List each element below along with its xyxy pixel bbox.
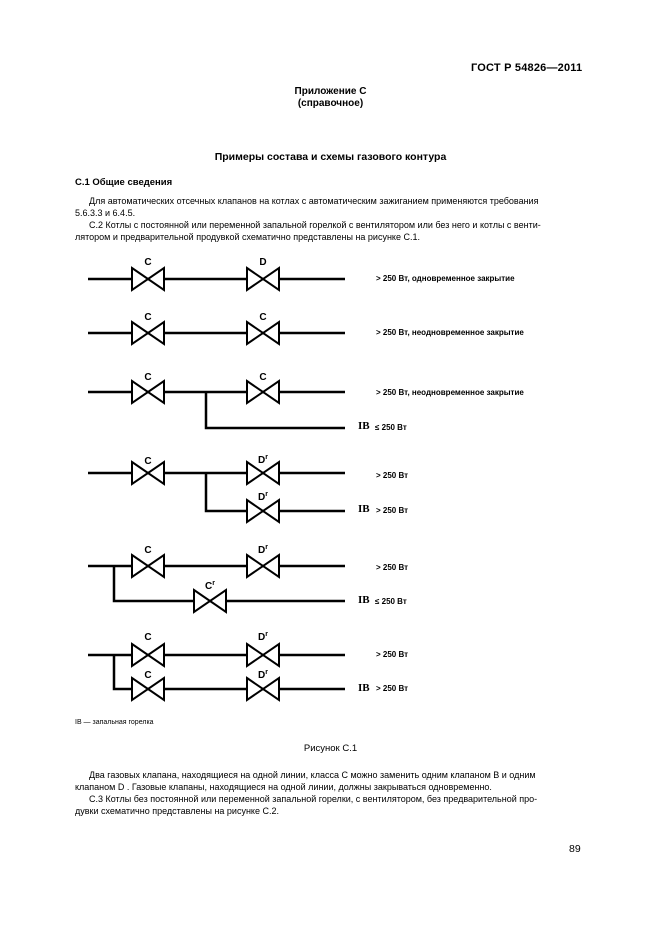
valve-icon bbox=[132, 268, 164, 290]
valve-label: $D^r$ bbox=[258, 491, 268, 503]
paragraph-line: С.3 Котлы без постоянной или переменной запальной горелки, с вентилятором, без предварительной про- bbox=[89, 794, 538, 804]
appendix-note: (справочное) bbox=[297, 98, 364, 109]
power-description: > 250 Вт bbox=[376, 506, 409, 515]
ib-label: IB bbox=[358, 682, 370, 694]
valve-label: С bbox=[144, 670, 152, 681]
valve-icon bbox=[247, 322, 279, 344]
valve-icon bbox=[247, 555, 279, 577]
valve-label: С bbox=[259, 372, 267, 383]
document-number: ГОСТ Р 54826—2011 bbox=[471, 62, 583, 74]
valve-icon bbox=[132, 644, 164, 666]
valve-icon bbox=[132, 678, 164, 700]
valve-icon bbox=[132, 381, 164, 403]
appendix-title: Приложение С bbox=[294, 86, 367, 97]
paragraph-line: С.2 Котлы с постоянной или переменной запальной горелкой с вентилятором или без него и котлы с венти- bbox=[89, 220, 541, 230]
power-description: > 250 Вт bbox=[376, 650, 409, 659]
valve-icon bbox=[247, 381, 279, 403]
valve-icon bbox=[247, 268, 279, 290]
paragraph-c1 bbox=[75, 195, 584, 219]
ib-label: IB bbox=[358, 420, 370, 432]
valve-icon bbox=[132, 322, 164, 344]
paragraph-line: дувки схематично представлены на рисунке С.2. bbox=[75, 806, 279, 816]
subsection-title: С.1 Общие сведения bbox=[75, 177, 173, 188]
paragraph-c2-note bbox=[75, 769, 584, 793]
paragraph-line: лятором и предварительной продувкой схематично представлены на рисунке С.1. bbox=[75, 232, 420, 242]
appendix-heading bbox=[0, 86, 661, 110]
valve-label: С bbox=[144, 312, 152, 323]
valve-label: С bbox=[259, 312, 267, 323]
section-title: Примеры состава и схемы газового контура bbox=[214, 151, 447, 163]
power-description: > 250 Вт, неодновременное закрытие bbox=[376, 328, 524, 337]
paragraph-line: Два газовых клапана, находящиеся на одной линии, класса С можно заменить одним клапаном В и одним bbox=[89, 770, 536, 780]
paragraph-line: клапаном D . Газовые клапаны, находящиеся на одной линии, должны закрываться одновременно. bbox=[75, 782, 492, 792]
ib-label: IB bbox=[358, 503, 370, 515]
valve-label: С bbox=[144, 372, 152, 383]
figure-caption: Рисунок С.1 bbox=[303, 743, 358, 754]
power-description: ≤ 250 Вт bbox=[375, 597, 407, 606]
power-description: ≤ 250 Вт bbox=[375, 423, 407, 432]
ib-label: IB bbox=[358, 594, 370, 606]
power-description: > 250 Вт bbox=[376, 471, 409, 480]
pipe-branch bbox=[114, 566, 345, 601]
page-number: 89 bbox=[569, 843, 581, 855]
paragraph-c3 bbox=[75, 793, 584, 817]
power-description: > 250 Вт bbox=[376, 563, 409, 572]
paragraph-line: 5.6.3.3 и 6.4.5. bbox=[75, 208, 136, 218]
valve-label: С bbox=[144, 456, 152, 467]
valve-label: С bbox=[144, 257, 152, 268]
power-description: > 250 Вт bbox=[376, 684, 409, 693]
valve-label: С bbox=[144, 632, 152, 643]
valve-icon bbox=[194, 590, 226, 612]
valve-label: $D^r$ bbox=[258, 631, 268, 643]
valve-label: $D^r$ bbox=[258, 669, 268, 681]
valve-label: С bbox=[144, 545, 152, 556]
power-description: > 250 Вт, неодновременное закрытие bbox=[376, 388, 524, 397]
valve-label: $C^r$ bbox=[205, 580, 215, 592]
valve-icon bbox=[247, 500, 279, 522]
valve-label: D bbox=[259, 257, 267, 268]
gas-circuit-diagram bbox=[0, 240, 661, 705]
valve-icon bbox=[247, 678, 279, 700]
legend-note: IB — запальная горелка bbox=[75, 719, 154, 726]
paragraph-line: Для автоматических отсечных клапанов на котлах с автоматическим зажиганием применяются требования bbox=[89, 196, 539, 206]
valve-label: $D^r$ bbox=[258, 544, 268, 556]
valve-label: $D^r$ bbox=[258, 454, 268, 466]
power-description: > 250 Вт, одновременное закрытие bbox=[376, 274, 515, 283]
valve-icon bbox=[247, 644, 279, 666]
valve-icon bbox=[132, 555, 164, 577]
